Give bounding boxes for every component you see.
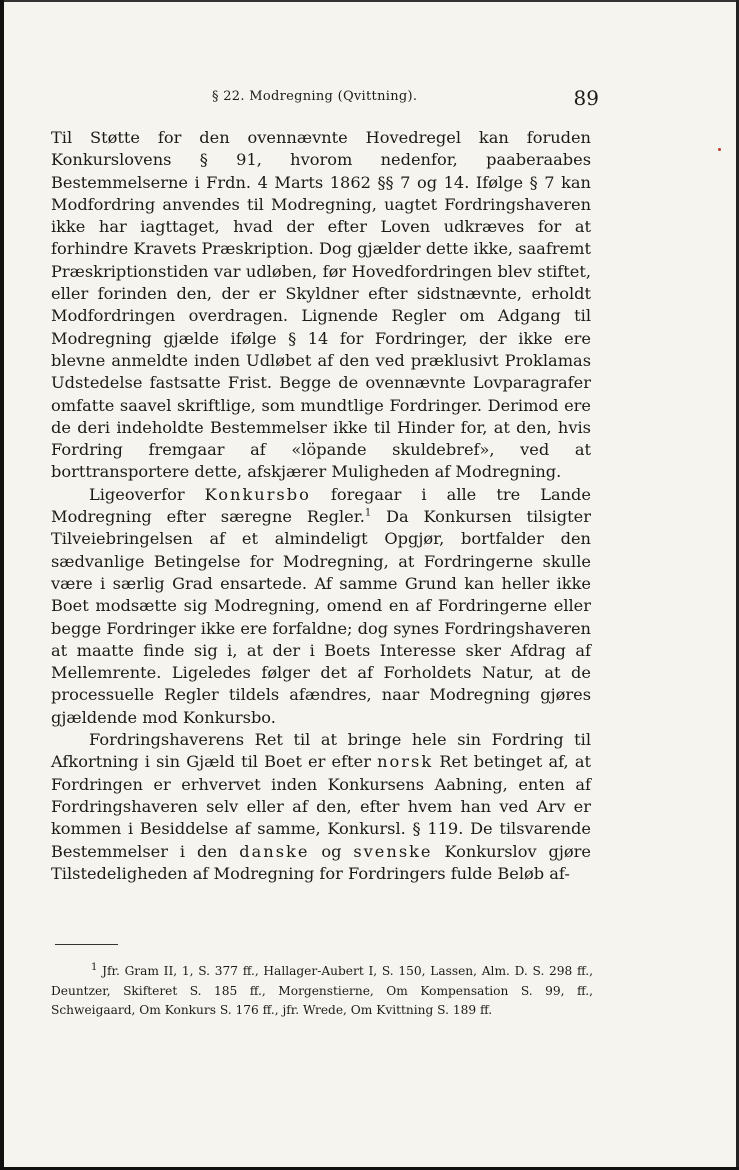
spaced-term: Konkursbo	[204, 484, 311, 504]
footnote-reference[interactable]: 1	[364, 507, 372, 519]
paragraph-text: og	[309, 841, 354, 861]
footnote-1	[51, 962, 593, 1021]
paragraph-1	[51, 127, 591, 484]
scan-edge-left	[0, 0, 4, 1170]
page-number: 89	[573, 86, 599, 110]
ink-speck	[718, 148, 721, 151]
spaced-term: danske	[239, 841, 310, 861]
paragraph-text: Konkurslov gjøre Tilstedeligheden af Modregning for Fordringers fulde Beløb af-	[51, 841, 591, 883]
spaced-term: norsk	[377, 752, 434, 772]
spaced-term: svenske	[353, 841, 433, 861]
footnote-text: Jfr. Gram II, 1, S. 377 ff., Hallager-Aubert I, S. 150, Lassen, Alm. D. S. 298 ff., Deuntzer, Skifteret S. 185 ff., Morgenstierne, Om Kompensation S. 99, ff., Schweigaard, Om Konkurs S. 176 ff., jfr. Wrede, Om Kvittning S. 189 ff.	[51, 964, 593, 1017]
paragraph-3	[51, 729, 591, 885]
paragraph-2	[51, 484, 591, 729]
paragraph-text: Ligeoverfor	[89, 484, 205, 504]
body-text	[51, 127, 591, 885]
paragraph-text: Til Støtte for den ovennævnte Hovedregel kan foruden Konkurslovens § 91, hvorom nedenfor, paaberaabes Bestemmelserne i Frdn. 4 Marts 1862 §§ 7 og 14. Ifølge § 7 kan Modfordring anvendes til Modregning, uagtet Fordringshaveren ikke har iagttaget, hvad der efter Loven udkræves for at forhindre Kravets Præskription. Dog gjælder dette ikke, saafremt Præskriptionstiden var udløben, før Hovedfordringen blev stiftet, eller forinden den, der er Skyldner efter sidstnævnte, erholdt Modfordringen overdragen. Lignende Regler om Adgang til Modregning gjælde ifølge § 14 for Fordringer, der ikke ere blevne anmeldte inden Udløbet af den ved præklusivt Proklamas Udstedelse fastsatte Frist. Begge de ovennævnte Lovparagrafer omfatte saavel skriftlige, som mundtlige Fordringer. Derimod ere de deri indeholdte Bestemmelser ikke til Hinder for, at den, hvis Fordring fremgaar af «löpande skuldebref», ved at borttransportere dette, afskjærer Muligheden af Modregning.	[51, 128, 591, 482]
footnote-marker: 1	[91, 961, 98, 973]
running-header: § 22. Modregning (Qvittning).	[212, 89, 418, 104]
footnotes	[51, 962, 593, 1021]
scan-edge-top	[0, 0, 739, 2]
paragraph-text: Da Konkursen tilsigter Tilveiebringelsen af et almindeligt Opgjør, bortfalder den sædvanlige Betingelse for Modregning, at Fordringerne skulle være i særlig Grad ensartede. Af samme Grund kan heller ikke Boet modsætte sig Modregning, omend en af Fordringerne eller begge Fordringer ikke ere forfaldne; dog synes Fordringshaveren at maatte finde sig i, at der i Boets Interesse sker Afdrag af Mellemrente. Ligeledes følger det af Forholdets Natur, at de processuelle Regler tildels afændres, naar Modregning gjøres gjældende mod Konkursbo.	[51, 507, 591, 727]
footnote-divider	[55, 944, 118, 945]
paragraph-text: foregaar i alle tre Lande Modregning efter særegne Regler.	[51, 484, 591, 527]
paragraph-text: Fordringshaverens Ret til at bringe hele sin Fordring til Afkortning i sin Gjæld til Boet er efter	[51, 730, 591, 772]
paragraph-text: Ret betinget af, at Fordringen er erhvervet inden Konkursens Aabning, enten af Fordringshaveren selv eller af den, efter hvem han ved Arv er kommen i Besiddelse af samme, Konkursl. § 119. De tilsvarende Bestemmelser i den	[51, 752, 591, 861]
